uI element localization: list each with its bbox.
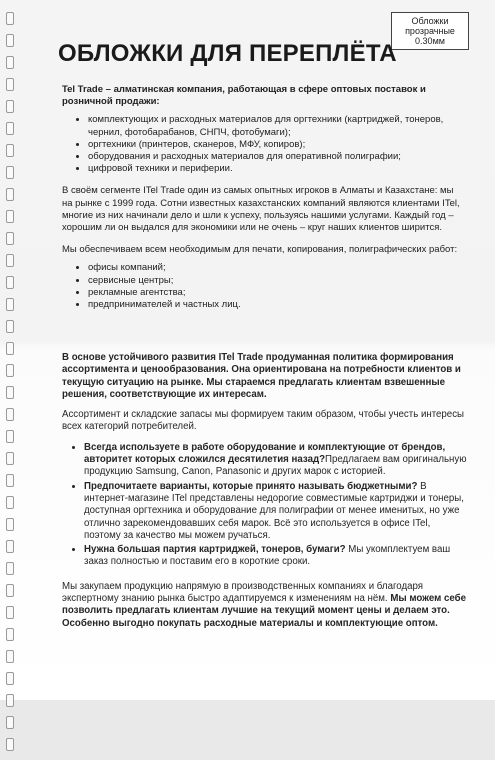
binding-hole — [6, 12, 14, 25]
list-item: • оборудования и расходных материалов для оперативной полиграфии; — [88, 151, 462, 163]
provide-list — [62, 262, 462, 311]
binding-hole — [6, 34, 14, 47]
upper-section — [62, 84, 462, 321]
binding-hole — [6, 122, 14, 135]
binding-hole — [6, 56, 14, 69]
binding-hole — [6, 518, 14, 531]
closing-emphasis: Мы можем себе позволить предлагать клиентам лучшие на текущий момент цены и делаем это. Особенно выгодно покупать расходные материалы и комплектующие оптом. — [62, 593, 467, 629]
binding-hole — [6, 496, 14, 509]
provide-paragraph: Мы обеспечиваем всем необходимым для печати, копирования, полиграфических работ: — [62, 244, 458, 256]
offer-question: Всегда используете в работе оборудование и комплектующие от брендов, авторитет которых сложился десятилетия назад? — [84, 441, 446, 466]
offer-item — [84, 481, 468, 542]
binding-hole — [6, 254, 14, 267]
assortment-paragraph: Ассортимент и складские запасы мы формируем таким образом, чтобы учесть интересы всех категорий потребителей. — [62, 409, 465, 433]
binding-hole — [6, 320, 14, 333]
binding-hole — [6, 276, 14, 289]
offer-question: Нужна большая партия картриджей, тонеров, бумаги? — [84, 544, 346, 556]
product-tag — [391, 12, 469, 50]
closing-text: Мы закупаем продукцию напрямую в производственных компаниях и благодаря экспертному знанию рынка быстро адаптируемся к изменениям на нём. — [62, 580, 424, 605]
list-item: • оргтехники (принтеров, сканеров, МФУ, копиров); — [88, 139, 462, 151]
lower-section — [62, 352, 468, 638]
list-item: • офисы компаний; — [88, 262, 462, 274]
binding-hole — [6, 144, 14, 157]
offer-answer: Предлагаем вам оригинальную продукцию Samsung, Canon, Panasonic и других марок с историей. — [84, 454, 467, 478]
tag-line-3: 0.30мм — [415, 36, 445, 46]
intro-list — [62, 114, 462, 175]
binding-hole — [6, 606, 14, 619]
binding-hole — [6, 474, 14, 487]
list-item: • комплектующих и расходных материалов для оргтехники (картриджей, тонеров, чернил, фотобарабанов, СНПЧ, фотобумаги); — [88, 114, 462, 138]
binding-hole — [6, 342, 14, 355]
list-item: • сервисные центры; — [88, 275, 462, 287]
binding-hole — [6, 188, 14, 201]
offer-item — [84, 442, 468, 479]
tag-line-2: прозрачные — [405, 26, 455, 36]
binding-hole — [6, 672, 14, 685]
offer-item — [84, 544, 468, 569]
closing-paragraph — [62, 581, 468, 630]
binding-hole — [6, 232, 14, 245]
binding-hole — [6, 408, 14, 421]
offers-list — [62, 442, 468, 569]
binding-hole — [6, 100, 14, 113]
binding-hole — [6, 386, 14, 399]
binding-holes — [6, 12, 20, 760]
binding-hole — [6, 650, 14, 663]
binding-hole — [6, 166, 14, 179]
segment-paragraph: В своём сегменте ITel Trade один из самых опытных игроков в Алматы и Казахстане: мы на рынке с 1999 года. Сотни известных казахстанских компаний являются клиентами ITel, многие из них начинали дело и шли к успеху, пользуясь нашими услугами. Каждый год – хорошим ли он выдался для экономики или не очень – круг наших клиентов ширится. — [62, 185, 460, 234]
binding-hole — [6, 584, 14, 597]
binding-hole — [6, 452, 14, 465]
list-item: • рекламные агентства; — [88, 287, 462, 299]
list-item: • цифровой техники и периферии. — [88, 163, 462, 175]
binding-hole — [6, 562, 14, 575]
page-title: ОБЛОЖКИ ДЛЯ ПЕРЕПЛЁТА — [58, 40, 397, 67]
list-item: • предпринимателей и частных лиц. — [88, 299, 462, 311]
binding-hole — [6, 298, 14, 311]
offer-question: Предпочитаете варианты, которые принято называть бюджетными? — [84, 480, 418, 492]
offer-answer: Мы укомплектуем ваш заказ полностью и поставим его в короткие сроки. — [84, 544, 451, 568]
binding-hole — [6, 540, 14, 553]
tag-line-1: Обложки — [411, 16, 449, 26]
offer-answer: В интернет-магазине ITel представлены недорогие совместимые картриджи и тонеры, доступная оргтехника и оборудование для полиграфии от менее именитых, но уже отлично зарекомендовавших себя марок. Всё это используется в офисе ITel, поэтому за качество мы можем ручаться. — [84, 480, 464, 541]
binding-hole — [6, 364, 14, 377]
binding-hole — [6, 738, 14, 751]
policy-paragraph: В основе устойчивого развития ITel Trade продуманная политика формирования ассортимента и ценообразования. Она ориентирована на потребности клиентов и текущую ситуацию на рынке. Мы стараемся предлагать клиентам взвешенные решения, соответствующие их интересам. — [62, 352, 461, 400]
binding-hole — [6, 430, 14, 443]
binding-hole — [6, 694, 14, 707]
binding-hole — [6, 78, 14, 91]
binding-hole — [6, 210, 14, 223]
binding-hole — [6, 716, 14, 729]
binding-hole — [6, 628, 14, 641]
intro-paragraph: Tel Trade – алматинская компания, работающая в сфере оптовых поставок и розничной продажи: — [62, 84, 426, 108]
